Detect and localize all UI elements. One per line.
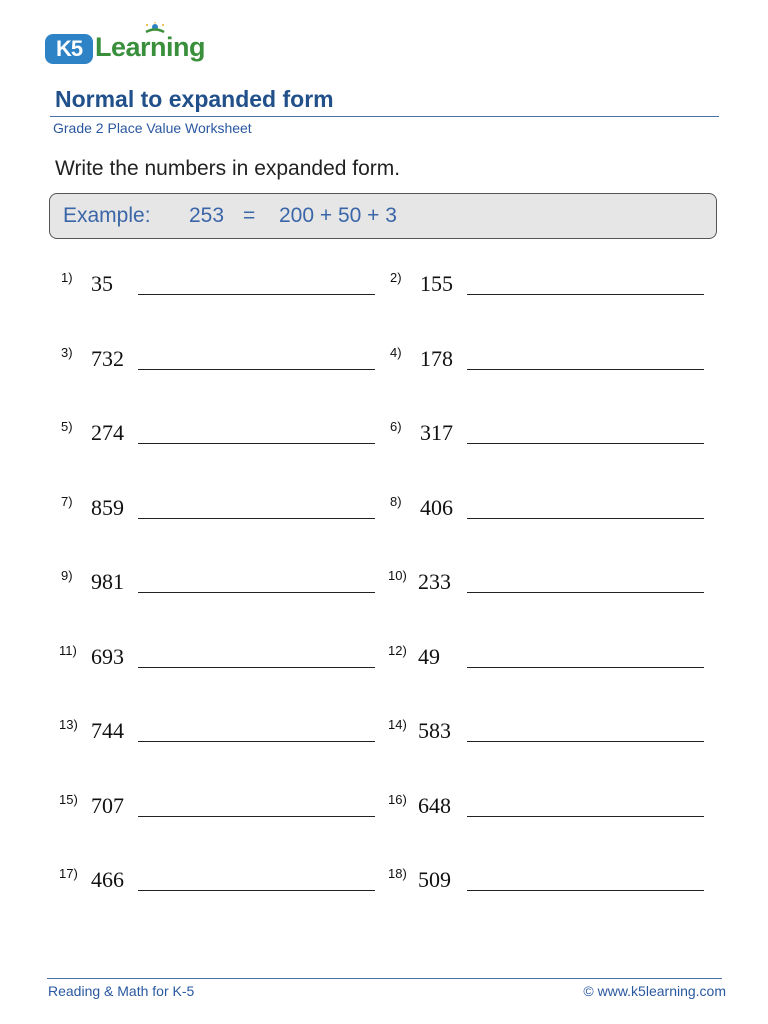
problem-item: [59, 792, 389, 832]
problem-label: 6): [390, 419, 402, 434]
problem-item: [388, 643, 718, 683]
problem-item: [388, 866, 718, 906]
problem-item: [388, 717, 718, 757]
problem-label: 11): [59, 643, 77, 658]
footer-tagline: Reading & Math for K-5: [48, 983, 195, 999]
answer-line[interactable]: [138, 294, 375, 295]
problem-number: 178: [420, 346, 453, 371]
example-equals: =: [243, 204, 256, 227]
problem-label: 12): [388, 643, 407, 658]
title-divider: [50, 116, 719, 117]
problem-label: 8): [390, 494, 402, 509]
problem-number: 732: [91, 346, 124, 371]
problem-item: [388, 568, 718, 608]
answer-line[interactable]: [467, 592, 704, 593]
answer-line[interactable]: [467, 294, 704, 295]
problem-number: 859: [91, 495, 124, 520]
problem-label: 16): [388, 792, 407, 807]
logo-k5-badge: K5: [45, 34, 93, 64]
problem-label: 18): [388, 866, 407, 881]
problem-item: [61, 270, 391, 310]
problem-label: 9): [61, 568, 73, 583]
problem-label: 1): [61, 270, 73, 285]
worksheet-title: Normal to expanded form: [55, 86, 334, 112]
instructions: Write the numbers in expanded form.: [55, 157, 401, 180]
problem-item: [59, 717, 389, 757]
problem-number: 693: [91, 644, 124, 669]
answer-line[interactable]: [467, 443, 704, 444]
problem-item: [390, 494, 720, 534]
problem-item: [61, 345, 391, 385]
problem-item: [388, 792, 718, 832]
problem-number: 509: [418, 867, 451, 892]
problem-label: 7): [61, 494, 73, 509]
problem-label: 17): [59, 866, 78, 881]
problem-number: 406: [420, 495, 453, 520]
k5-learning-logo: [45, 22, 205, 68]
answer-line[interactable]: [467, 518, 704, 519]
problem-number: 35: [91, 271, 113, 296]
answer-line[interactable]: [138, 369, 375, 370]
worksheet-subtitle: Grade 2 Place Value Worksheet: [53, 120, 252, 136]
answer-line[interactable]: [467, 667, 704, 668]
example-expanded-form: 200 + 50 + 3: [279, 204, 397, 227]
example-label: Example:: [63, 204, 151, 227]
answer-line[interactable]: [138, 667, 375, 668]
problem-number: 707: [91, 793, 124, 818]
logo-wordmark: Learning: [95, 32, 206, 62]
problem-number: 583: [418, 718, 451, 743]
problem-number: 233: [418, 569, 451, 594]
footer-divider: [47, 978, 722, 979]
problem-item: [61, 568, 391, 608]
answer-line[interactable]: [467, 816, 704, 817]
problem-item: [61, 419, 391, 459]
problem-item: [59, 866, 389, 906]
problem-label: 15): [59, 792, 78, 807]
problem-item: [390, 270, 720, 310]
problem-label: 2): [390, 270, 402, 285]
answer-line[interactable]: [138, 518, 375, 519]
problem-number: 981: [91, 569, 124, 594]
problem-number: 274: [91, 420, 124, 445]
problem-number: 155: [420, 271, 453, 296]
problem-item: [59, 643, 389, 683]
problem-item: [390, 345, 720, 385]
problem-number: 49: [418, 644, 440, 669]
problem-number: 466: [91, 867, 124, 892]
problem-number: 648: [418, 793, 451, 818]
problem-item: [61, 494, 391, 534]
problem-label: 14): [388, 717, 407, 732]
example-box: [49, 193, 717, 239]
answer-line[interactable]: [467, 369, 704, 370]
logo-person-icon: [143, 22, 167, 42]
problem-label: 4): [390, 345, 402, 360]
problem-label: 5): [61, 419, 73, 434]
answer-line[interactable]: [138, 890, 375, 891]
footer-website[interactable]: © www.k5learning.com: [583, 983, 726, 999]
answer-line[interactable]: [138, 443, 375, 444]
answer-line[interactable]: [138, 816, 375, 817]
answer-line[interactable]: [138, 741, 375, 742]
answer-line[interactable]: [138, 592, 375, 593]
problem-number: 317: [420, 420, 453, 445]
problem-label: 13): [59, 717, 78, 732]
problem-label: 10): [388, 568, 407, 583]
answer-line[interactable]: [467, 741, 704, 742]
problem-label: 3): [61, 345, 73, 360]
answer-line[interactable]: [467, 890, 704, 891]
problem-number: 744: [91, 718, 124, 743]
example-number: 253: [189, 204, 225, 227]
problem-item: [390, 419, 720, 459]
